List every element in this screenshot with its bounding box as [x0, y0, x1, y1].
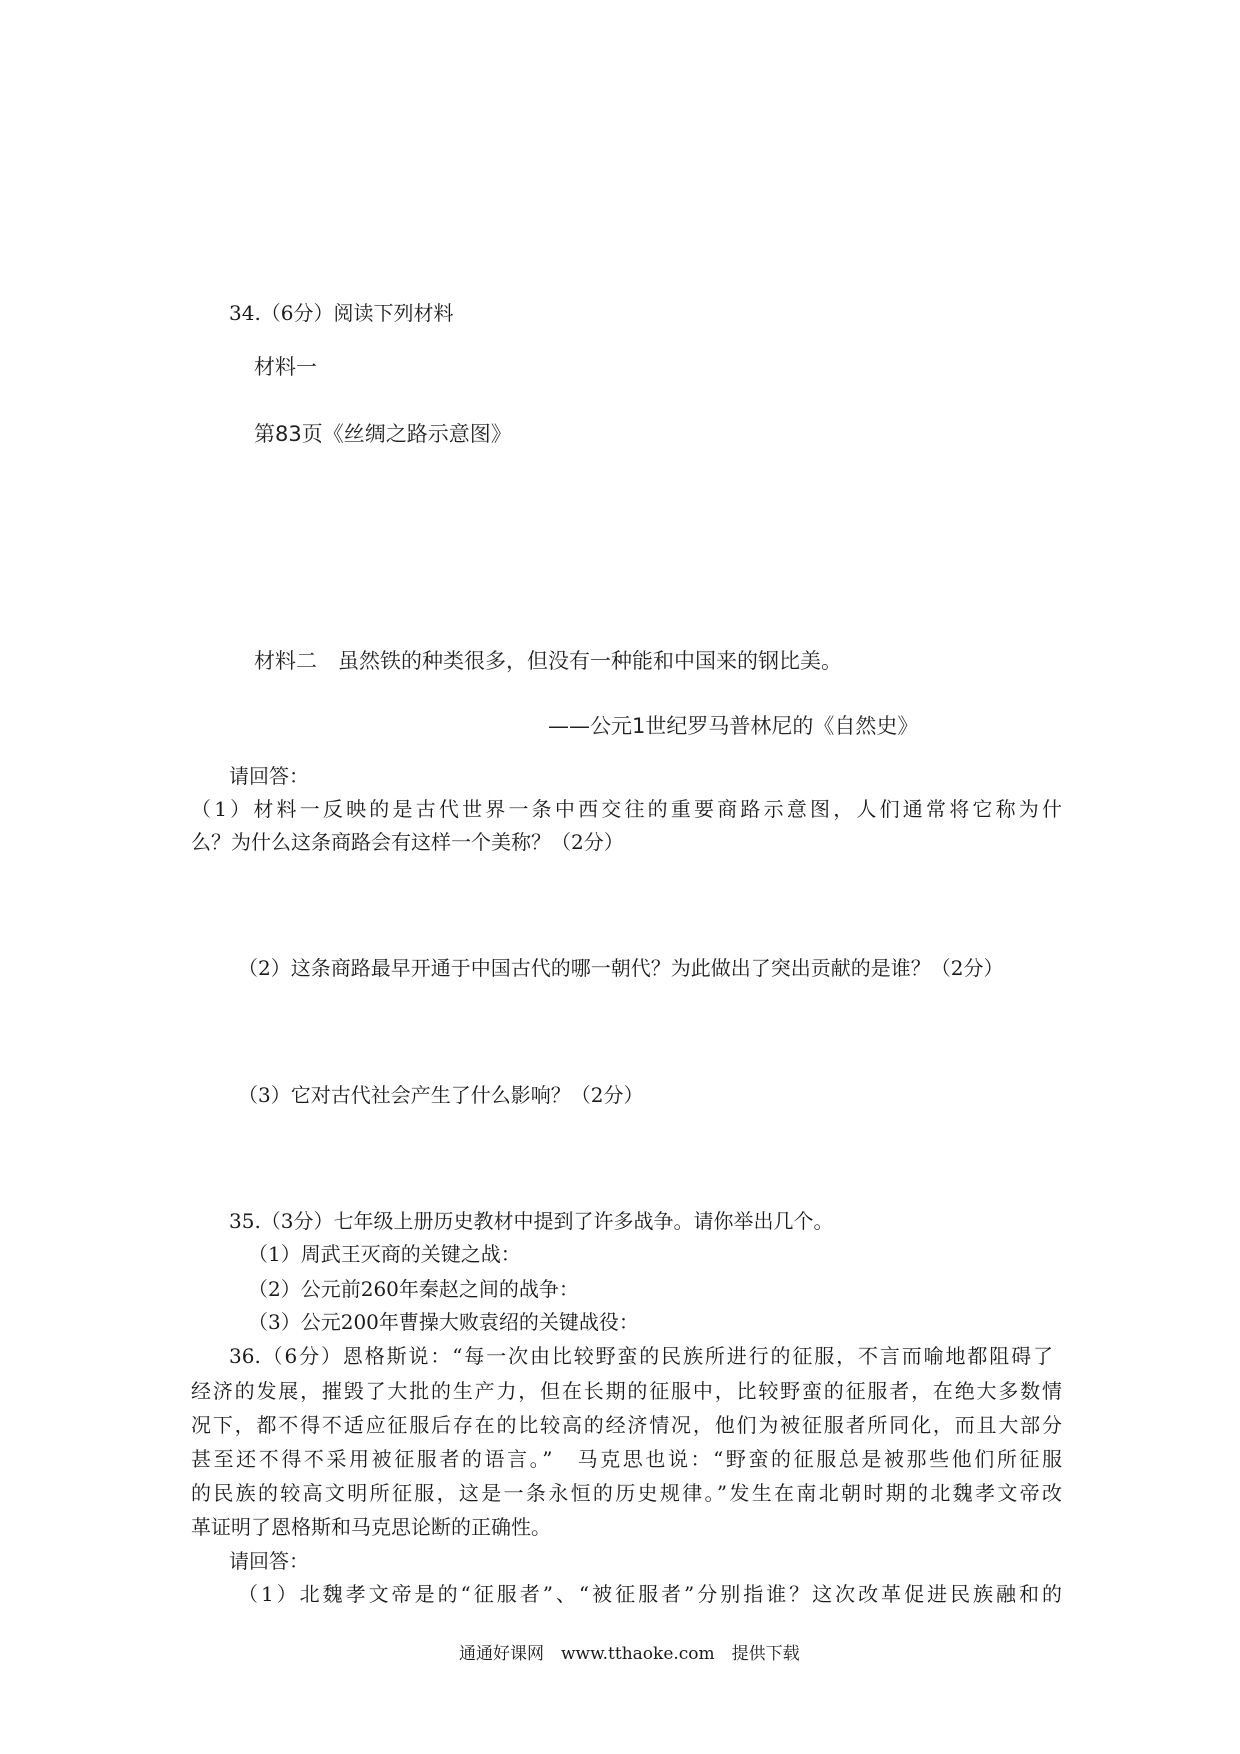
material-1-content: 第83页《丝绸之路示意图》: [254, 422, 512, 446]
q35-title: 35.（3分）七年级上册历史教材中提到了许多战争。请你举出几个。: [229, 1209, 834, 1233]
q36-text-line: 革证明了恩格斯和马克思论断的正确性。: [191, 1515, 551, 1539]
q36-text-line: 况下，都不得不适应征服后存在的比较高的经济情况，他们为被征服者所同化，而且大部分: [191, 1413, 1062, 1437]
page-footer: 通通好课网 www.tthaoke.com 提供下载: [459, 1644, 800, 1664]
q36-sub1: （1）北魏孝文帝是的“征服者”、“被征服者”分别指谁？这次改革促进民族融和的: [238, 1582, 1062, 1606]
q34-sub3: （3）它对古代社会产生了什么影响？（2分）: [238, 1083, 644, 1107]
q34-sub1-line1: （1）材料一反映的是古代世界一条中西交往的重要商路示意图，人们通常将它称为什: [191, 797, 1062, 821]
q36-text-line: 经济的发展，摧毁了大批的生产力，但在长期的征服中，比较野蛮的征服者，在绝大多数情: [191, 1379, 1062, 1403]
q36-text-line: 甚至还不得不采用被征服者的语言。” 马克思也说：“野蛮的征服总是被那些他们所征服: [191, 1447, 1062, 1471]
q34-prompt: 请回答：: [229, 764, 309, 788]
q35-item: （2）公元前260年秦赵之间的战争：: [248, 1277, 579, 1301]
q34-sub2: （2）这条商路最早开通于中国古代的哪一朝代？为此做出了突出贡献的是谁？（2分）: [238, 956, 1004, 980]
q36-text-line: 的民族的较高文明所征服，这是一条永恒的历史规律。”发生在南北朝时期的北魏孝文帝改: [191, 1481, 1062, 1505]
q34-sub1-line2: 么？为什么这条商路会有这样一个美称？（2分）: [191, 830, 624, 854]
q35-item: （3）公元200年曹操大败袁绍的关键战役：: [248, 1310, 639, 1334]
material-1-label: 材料一: [254, 355, 317, 379]
q36-prompt: 请回答：: [229, 1549, 309, 1573]
q35-item: （1）周武王灭商的关键之战：: [248, 1242, 521, 1266]
q34-title: 34.（6分）阅读下列材料: [229, 301, 454, 325]
material-2-text: 材料二 虽然铁的种类很多，但没有一种能和中国来的钢比美。: [254, 649, 842, 673]
q36-text-line: 36.（6分）恩格斯说：“每一次由比较野蛮的民族所进行的征服，不言而喻地都阻碍了: [229, 1344, 1053, 1368]
material-2-source: ——公元1世纪罗马普林尼的《自然史》: [548, 714, 919, 738]
